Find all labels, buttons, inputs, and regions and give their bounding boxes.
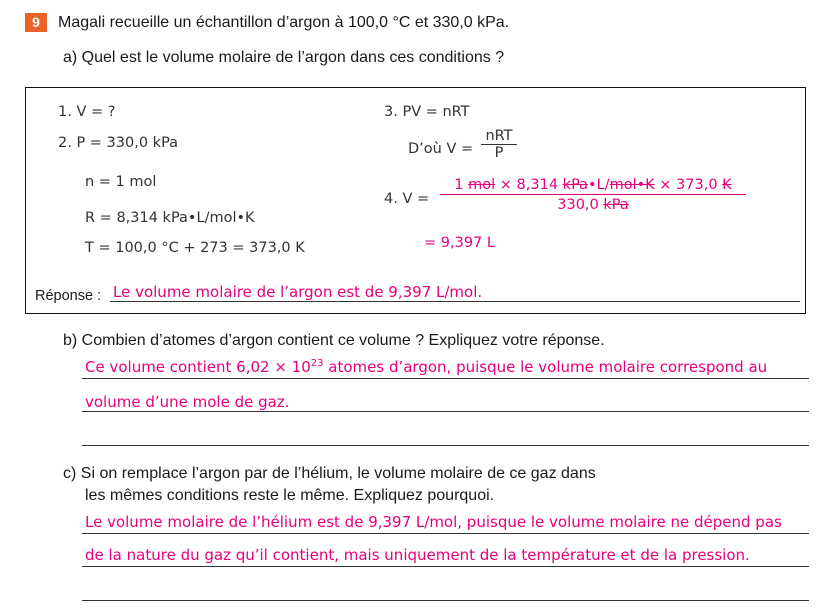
step-2: 2. P = 330,0 kPa (58, 135, 179, 151)
answer-b-rule-1 (82, 378, 809, 379)
derived-label: D’où V = (408, 141, 474, 157)
answer-b-line-2: volume d’une mole de gaz. (85, 393, 290, 411)
den-part-1: 330,0 (557, 197, 604, 213)
step-3: 3. PV = nRT (384, 104, 470, 120)
answer-b-rule-3 (82, 445, 809, 446)
step-4: 4. V = (384, 191, 430, 207)
given-n: n = 1 mol (85, 174, 157, 190)
computation-numerator (440, 177, 746, 193)
answer-b-text-b: atomes d’argon, puisque le volume molaire correspond au (323, 358, 768, 376)
num-strike-k: K (722, 177, 732, 193)
answer-line (110, 301, 800, 302)
fraction-computation (440, 177, 746, 213)
num-part-1: 1 (454, 177, 469, 193)
answer-b-exponent: 23 (310, 358, 324, 369)
num-strike-mol: mol (468, 177, 496, 193)
fraction-nrt-over-p (481, 128, 517, 161)
num-part-4: × 373,0 (654, 177, 723, 193)
answer-c-line-2: de la nature du gaz qu’il contient, mais uniquement de la température et de la pression. (85, 546, 750, 564)
answer-b-line-1 (85, 358, 767, 376)
answer-b-rule-2 (82, 411, 809, 412)
question-a: a) Quel est le volume molaire de l’argon dans ces conditions ? (63, 49, 505, 66)
computation-bar (440, 194, 746, 195)
given-t: T = 100,0 °C + 273 = 373,0 K (85, 240, 305, 256)
step-1: 1. V = ? (58, 104, 116, 120)
num-strike-molk: mol•K (609, 177, 655, 193)
answer-c-rule-3 (82, 600, 809, 601)
answer-c-rule-2 (82, 566, 809, 567)
result: = 9,397 L (424, 235, 495, 251)
question-c-line-2: les mêmes conditions reste le même. Expliquez pourquoi. (85, 487, 495, 504)
num-part-2: × 8,314 (495, 177, 563, 193)
answer-label: Réponse : (35, 288, 102, 304)
question-c-line-1: c) Si on remplace l’argon par de l’hélium, le volume molaire de ce gaz dans (63, 465, 596, 482)
problem-number-badge: 9 (25, 13, 47, 32)
problem-intro: Magali recueille un échantillon d’argon à 100,0 °C et 330,0 kPa. (58, 14, 510, 31)
answer-text: Le volume molaire de l’argon est de 9,397 L/mol. (113, 283, 483, 301)
num-strike-kpa: kPa (562, 177, 589, 193)
answer-c-rule-1 (82, 533, 809, 534)
computation-denominator (440, 197, 746, 213)
den-strike-kpa: kPa (603, 197, 629, 213)
given-r: R = 8,314 kPa•L/mol•K (85, 210, 255, 226)
fraction-denominator: P (494, 145, 504, 161)
answer-c-line-1: Le volume molaire de l’hélium est de 9,397 L/mol, puisque le volume molaire ne dépend pas (85, 513, 782, 531)
question-b: b) Combien d’atomes d’argon contient ce volume ? Expliquez votre réponse. (63, 332, 605, 349)
num-part-3: •L/ (588, 177, 610, 193)
answer-b-text-a: Ce volume contient 6,02 × 10 (85, 358, 311, 376)
fraction-numerator: nRT (485, 128, 513, 144)
